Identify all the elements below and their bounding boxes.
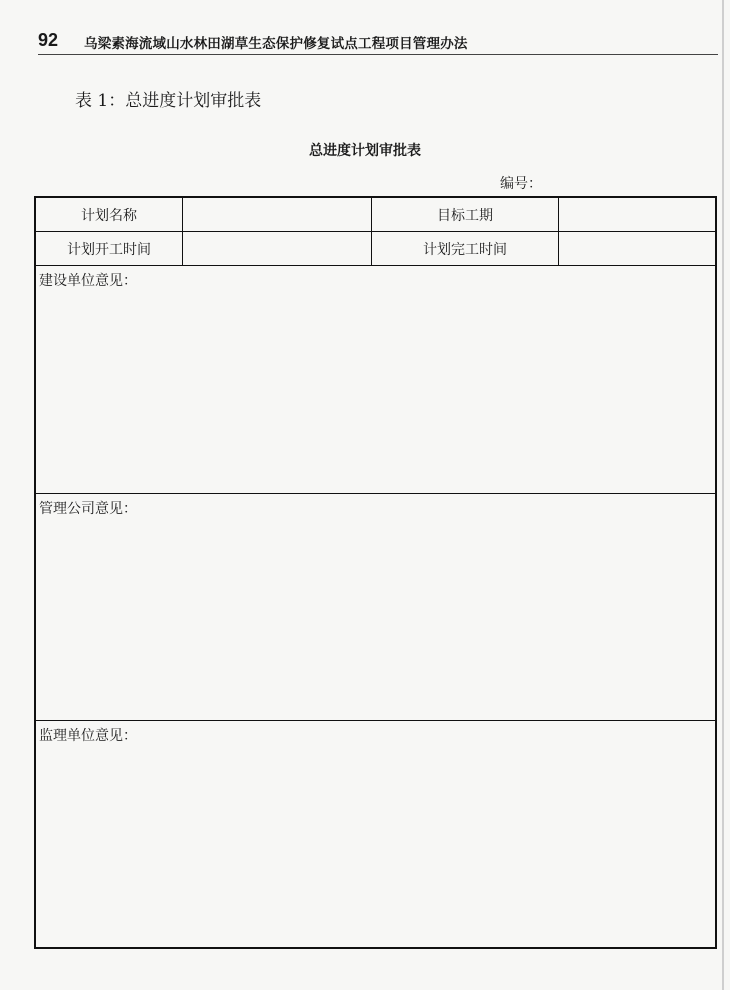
approval-form-table — [34, 196, 717, 949]
planned-finish-field[interactable] — [559, 232, 715, 265]
table-row — [36, 198, 715, 232]
construction-unit-opinion-label: 建设单位意见： — [39, 273, 137, 289]
planned-start-field[interactable] — [183, 232, 372, 265]
target-period-field[interactable] — [559, 198, 715, 231]
page-number: 92 — [38, 30, 59, 50]
management-company-opinion-label: 管理公司意见： — [39, 501, 137, 517]
planned-start-label: 计划开工时间 — [36, 232, 183, 265]
supervision-unit-opinion-label: 监理单位意见： — [39, 728, 137, 744]
supervision-unit-opinion-box[interactable] — [36, 721, 715, 947]
planned-finish-label: 计划完工时间 — [372, 232, 559, 265]
serial-number-label: 编号： — [500, 176, 542, 192]
plan-name-field[interactable] — [183, 198, 372, 231]
table-caption: 表 1：总进度计划审批表 — [75, 91, 262, 111]
running-title: 乌梁素海流域山水林田湖草生态保护修复试点工程项目管理办法 — [84, 36, 468, 52]
table-row — [36, 232, 715, 266]
management-company-opinion-box[interactable] — [36, 494, 715, 721]
form-title: 总进度计划审批表 — [309, 143, 421, 159]
target-period-label: 目标工期 — [372, 198, 559, 231]
page-header — [38, 26, 718, 55]
plan-name-label: 计划名称 — [36, 198, 183, 231]
construction-unit-opinion-box[interactable] — [36, 266, 715, 494]
